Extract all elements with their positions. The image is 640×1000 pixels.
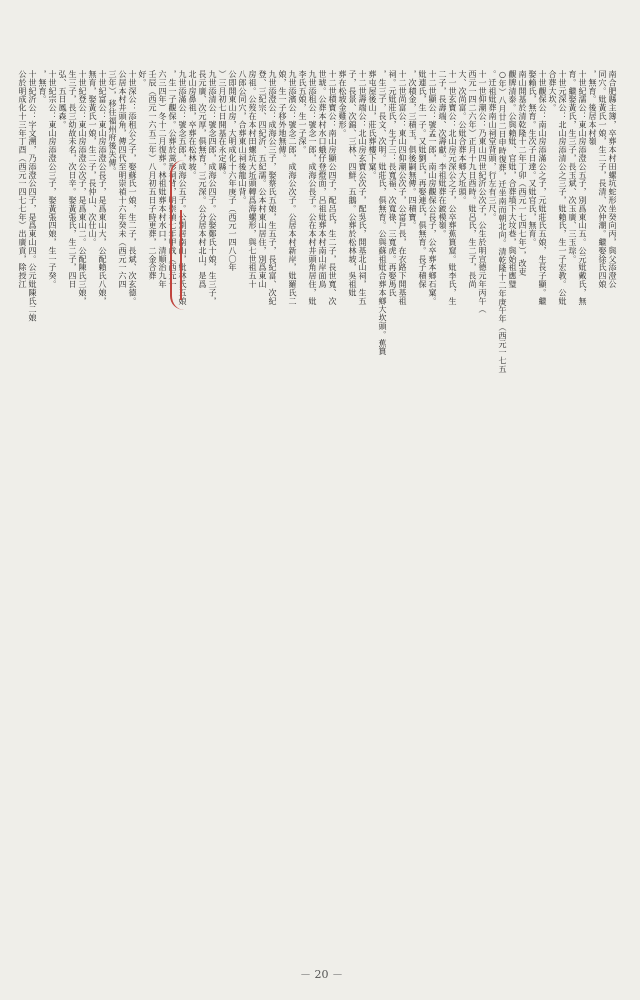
text-column: ，無育。 — [38, 70, 47, 104]
red-pen-annotation — [180, 210, 190, 300]
text-column: ○年）八月廿二日申時復葬，迁坐南而朝北向。清乾隆十二年庚午年（西元一七五 — [498, 70, 507, 374]
text-column: 南山開基於清乾隆十二年丁卯（西元一七四七年），改吏 — [518, 70, 527, 276]
text-column: 九世添滿公：號念五郎，成海公五子。公別居南山，妣林氏五娘 — [178, 70, 187, 306]
text-column: 二子，長壽端、次壽獻。李祖妣葬在鈹模嶺。 — [438, 70, 447, 238]
text-column: 長元廣、次元厚，俱無育，三元深。公分居本村北山，是爲 — [198, 70, 207, 289]
text-column: 育。繼娶黃氏，生三子，長玉斌、次玉廣、三玉琮。 — [568, 70, 577, 264]
page-number: － 20 － — [300, 968, 343, 981]
text-column: 十二世顯公：號孟一郎，南山房觀保公長子，公卒葬本鄉石窠。 — [428, 70, 437, 306]
text-column: 九世添濱公：號念二郎，成海公次子。公居本村新岸，妣羅氏二 — [288, 70, 297, 306]
text-column: 十世元深公：北山房添清公之三子，妣賴氏，生一子宏教。公妣 — [558, 70, 567, 306]
text-column: 李氏五娘，生一子深。 — [298, 70, 307, 154]
text-column: 葬在松坡金雞形。 — [338, 70, 347, 138]
text-column: 房祖。公歿在本村田螺坑大坵頭轉爲海螺形，與七世祖五十 — [248, 70, 257, 289]
text-column: 娘，生一子移外地無傳。 — [278, 70, 287, 163]
text-column: 葬屯屋後山，莊氏葬樓下窠。 — [368, 70, 377, 180]
text-column: 公於明成化十三年丁酉（西元一四七七年）出廣貢，除授江 — [18, 70, 27, 289]
text-column: 南合肥縣主簿，卒葬本村田螺坑蛇形坐癸向丙，與父添澄公 — [608, 70, 617, 289]
text-column: 公即開東山房，大明成化十六年庚子（西元一四八〇年 — [228, 70, 237, 272]
text-column: 壬辰（西元一六五二年）八月初五日子時更葬，二金合葬 — [148, 70, 157, 280]
text-column: 無育，娶黃氏一娘，生二子，長仲山、次仕山。 — [88, 70, 97, 247]
text-column: 娶賴氏，無育。生次子日達。又妣官氏，無育。 — [528, 70, 537, 247]
text-column: 弘、五日鳳森。 — [58, 70, 67, 129]
right-text-block — [318, 70, 617, 940]
text-column: 十世紀濡公：東山房添澄公五子，別爲東山五。公元妣戴氏，無 — [578, 70, 587, 306]
text-column: 好。 — [138, 70, 147, 87]
text-column: 十世紀宗公：東山房添澄公三子，娶黃張四娘，生一子癸。 — [48, 70, 57, 289]
text-column: 大、次尚富。公妣合葬本鄉大坵頭。 — [458, 70, 467, 205]
text-column: 生三子，長三幼故未名，次日辛。娶黃張氏，生二子，四日 — [68, 70, 77, 289]
text-column: 九世添清公：號念四郎，成海公四子。公娶鄭氏十娘，生三子， — [208, 70, 217, 306]
text-column: ，次積金，三積玉，俱後嗣無傳。四積寶。 — [408, 70, 417, 230]
text-column: 十世紀富公：東山房添澄公長子，是爲東山大，公配賴氏八娘， — [98, 70, 107, 306]
text-column: 十一世仰潮公：乃東山四世紀沂公次子，公生於明宣德元年丙午（ — [478, 70, 487, 314]
text-column: 十二世積寶公：南山房顯公四子，配呂氏，生二子，長世寬、次 — [328, 70, 337, 306]
text-column: 登、三紀宗、四紀沂、五紀濡。公本村東山居住，別爲東山 — [258, 70, 267, 289]
text-column: ，無育。後居本村嶺 — [588, 70, 597, 146]
text-column: 三年），移往福州府後失傳。 — [108, 70, 117, 176]
text-column: 合葬大坎。 — [548, 70, 557, 112]
text-column: ）三月初七日開基在永定縣。 — [218, 70, 227, 180]
text-column: 觀牌清泰。公與賴妣、官妣，合葬墳下大坟巷，與始祖應璧 — [508, 70, 517, 289]
text-column: 祠。元妣莊氏，生子三：長寬福、次寬祿、三寬虎。再娶馬氏 — [388, 70, 397, 297]
text-column: ，生三子，長文、次明。妣莊氏，俱無育。公與蘇祖妣合葬本鄉大坎頭。蕉篔 — [378, 70, 387, 356]
text-column: 六三四年）冬十二月復葬。林祖妣葬本村水口，清順治九年 — [158, 70, 167, 289]
text-column: 九世添澄公：成海公三子，娶蔡氏五娘，生五子，長紀富、次紀 — [268, 70, 277, 306]
text-column: 九世添租公：號念一郎，成海公長子。公在本村井頭角居住，妣 — [308, 70, 317, 306]
text-column: 子，長景、次錦、三林、四鮮、五鵝。公葬於松林坡，吳祖妣 — [348, 70, 357, 297]
text-column: 同穴。妣黃氏一娘，生二子，長清、次仲潮。繼娶徐氏四娘 — [598, 70, 607, 289]
text-column: 北山房鼻祖，卒葬在松林坡。 — [188, 70, 197, 180]
text-column: 西元一四二六年）正月十九日酉時。妣呂氏，生二子，長尚 — [468, 70, 477, 289]
text-column: 十二世尚富公：東山四仰潮公次子，公富戶長，在衣路下開基祖 — [398, 70, 407, 306]
text-column: 十一世玄寶公：北山房元深公之子，公卒葬蕉篔窟。妣李氏，生 — [448, 70, 457, 306]
text-column: 世琥。公葬本村水口蛾仔登燈面，呂祖妣葬本村南山岸面鳥 — [318, 70, 327, 289]
text-column: 妣連氏，生一子。又妣劉氏，再娶連氏，俱無育。長子積保 — [418, 70, 427, 289]
text-column: 十二世壽端公：北山房玄寶公次子，配吳氏，開基北山祠，生五 — [358, 70, 367, 306]
text-column: 十世紀沂公：字文溯，乃添澄公四子，是爲東山四。公元妣陳氏二娘 — [28, 70, 37, 322]
text-column: 公居本村井頭角，傳四代至明崇禎十六年癸未（西元一六四 — [118, 70, 127, 289]
text-column: 。迁祖妣葬南山祠堂背頭，行左有三尺。 — [488, 70, 497, 222]
text-column: 八郎公同穴，合葬東山祠後龍山背。 — [238, 70, 247, 205]
text-column: 十世紀登公：東山房添澄公次子，是爲東山二。公配陳氏三娘， — [78, 70, 87, 306]
text-column: 十世深公：添租公之子，娶蘇氏一娘，生二子，長斌、次玄德。 — [128, 70, 137, 306]
text-column: ，生一子觀保。公葬於蒿形祠背，明崇禎七年甲戌（西元一 — [168, 70, 177, 289]
text-column: 十世觀保公：南山房添滿公之子，元妣莊氏五娘，生長子顯。繼 — [538, 70, 547, 306]
